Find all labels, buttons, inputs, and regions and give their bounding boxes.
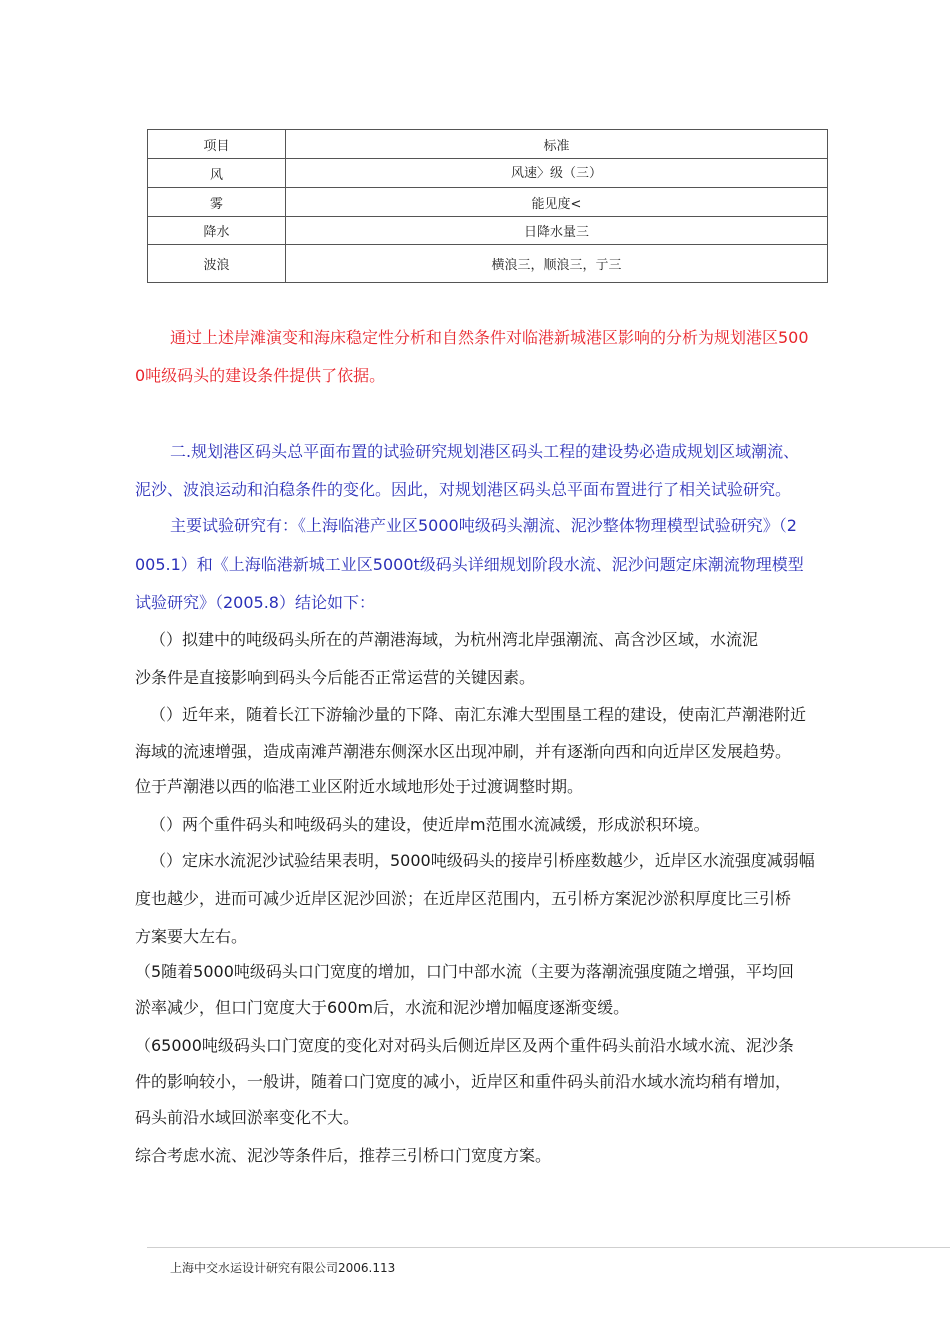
table-row <box>148 159 828 188</box>
section2-line-1: 二.规划港区码头总平面布置的试验研究规划港区码头工程的建设势必造成规划区域潮流、 <box>170 442 800 461</box>
conclusion-4-line-2: 度也越少，进而可减少近岸区泥沙回淤；在近岸区范围内，五引桥方案泥沙淤积厚度比三引桥 <box>135 889 792 908</box>
conclusion-6-line-1: （65000吨级码头口门宽度的变化对对码头后侧近岸区及两个重件码头前沿水域水流、泥沙条 <box>135 1036 794 1055</box>
standards-table <box>147 129 828 283</box>
conclusion-2-line-2: 海域的流速增强，造成南滩芦潮港东侧深水区出现冲刷，并有逐渐向西和向近岸区发展趋势。 <box>135 742 792 761</box>
conclusion-3-line-1: （）两个重件码头和吨级码头的建设，使近岸m范围水流减缓，形成淤积环境。 <box>150 815 710 834</box>
table-row <box>148 217 828 245</box>
header-item: 项目 <box>148 130 286 159</box>
row-item: 风 <box>148 159 286 188</box>
conclusion-6-line-2: 件的影响较小，一般讲，随着口门宽度的减小，近岸区和重件码头前沿水域水流均稍有增加， <box>135 1072 792 1091</box>
summary-line-2: 0吨级码头的建设条件提供了依据。 <box>135 366 386 385</box>
row-item: 波浪 <box>148 245 286 283</box>
section2-line-3: 主要试验研究有：《上海临港产业区5000吨级码头潮流、泥沙整体物理模型试验研究》（2 <box>170 516 797 535</box>
section2-line-2: 泥沙、波浪运动和泊稳条件的变化。因此，对规划港区码头总平面布置进行了相关试验研究。 <box>135 480 792 499</box>
row-item: 雾 <box>148 188 286 217</box>
header-standard: 标准 <box>286 130 828 159</box>
summary-line-1: 通过上述岸滩演变和海床稳定性分析和自然条件对临港新城港区影响的分析为规划港区500 <box>170 328 809 347</box>
section2-line-5: 试验研究》（2005.8）结论如下： <box>135 593 375 612</box>
final-recommendation: 综合考虑水流、泥沙等条件后，推荐三引桥口门宽度方案。 <box>135 1146 552 1165</box>
conclusion-6-line-3: 码头前沿水域回淤率变化不大。 <box>135 1108 360 1127</box>
row-standard: 横浪三，顺浪三，亍三 <box>286 245 828 283</box>
conclusion-2-line-3: 位于芦潮港以西的临港工业区附近水域地形处于过渡调整时期。 <box>135 777 584 796</box>
row-standard: 能见度< <box>286 188 828 217</box>
conclusion-5-line-2: 淤率减少，但口门宽度大于600m后，水流和泥沙增加幅度逐渐变缓。 <box>135 998 630 1017</box>
row-standard: 风速〉级（三） <box>286 159 828 188</box>
conclusion-1-line-1: （）拟建中的吨级码头所在的芦潮港海域，为杭州湾北岸强潮流、高含沙区域，水流泥 <box>150 630 759 649</box>
row-standard: 日降水量三 <box>286 217 828 245</box>
section2-line-4: 005.1）和《上海临港新城工业区5000t级码头详细规划阶段水流、泥沙问题定床潮流物理模型 <box>135 555 804 574</box>
footer-divider <box>147 1247 950 1248</box>
table-row <box>148 188 828 217</box>
conclusion-2-line-1: （）近年来，随着长江下游输沙量的下降、南汇东滩大型围垦工程的建设，使南汇芦潮港附近 <box>150 705 807 724</box>
conclusion-1-line-2: 沙条件是直接影响到码头今后能否正常运营的关键因素。 <box>135 668 536 687</box>
table-header-row <box>148 130 828 159</box>
conclusion-5-line-1: （5随着5000吨级码头口门宽度的增加，口门中部水流（主要为落潮流强度随之增强，平均回 <box>135 962 794 981</box>
row-item: 降水 <box>148 217 286 245</box>
conclusion-4-line-3: 方案要大左右。 <box>135 927 248 946</box>
table-row <box>148 245 828 283</box>
conclusion-4-line-1: （）定床水流泥沙试验结果表明，5000吨级码头的接岸引桥座数越少，近岸区水流强度减弱幅 <box>150 851 815 870</box>
footer-text: 上海中交水运设计研究有限公司2006.113 <box>170 1261 396 1275</box>
